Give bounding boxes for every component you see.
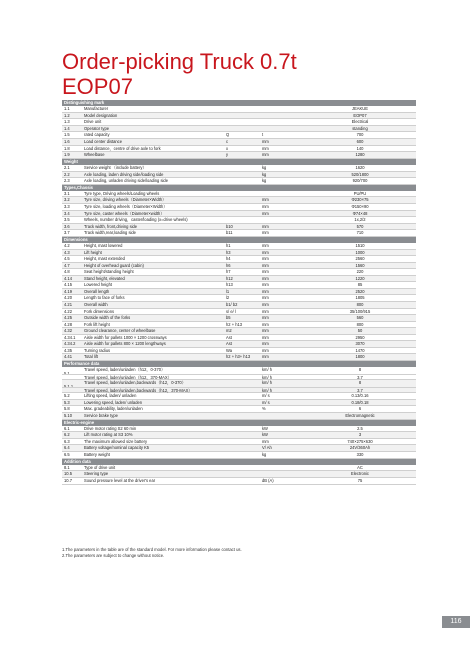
item-value: 1x,2/2 [354,217,366,223]
item-number: 5.8 [64,406,70,412]
item-description: Model designation [84,112,118,118]
item-value: 920/700 [352,178,368,184]
item-value: 600 [356,139,364,145]
item-symbol: h4 [226,256,231,262]
section-header: Dimensions [62,237,416,243]
item-number: 10.5 [64,471,72,477]
item-unit: mm [262,262,269,268]
item-number: 4.35 [64,347,72,353]
item-unit: mm [262,321,269,327]
item-value: 710 [356,230,364,236]
item-unit: mm [262,269,269,275]
item-number: 5.10 [64,413,72,418]
item-value: 8 [358,367,362,373]
spec-row [62,230,416,237]
item-description: Wheelbase [84,152,105,158]
item-description: Travel speed, laden/unladen,backwards（h12，0-370） [84,380,186,386]
item-description: Ground clearance, center of wheelbase [84,328,156,334]
item-unit: mm [262,197,269,203]
item-number: 4.14 [64,275,72,281]
item-number: 3.1 [64,190,70,196]
item-symbol: b10 [226,223,233,229]
item-value: 1510 [355,243,365,249]
item-symbol: h13 [226,282,233,288]
item-description: Track width,rear,loading side [84,230,136,236]
item-description: Battery voltage/nominal capacity K5 [84,445,150,451]
footnotes [62,547,242,559]
item-description: Height, mast lowered [84,243,123,249]
item-unit: kW [262,425,268,431]
item-value: 3070 [355,341,365,347]
item-unit: mm [262,256,269,262]
item-number: 10.7 [64,477,72,483]
item-description: Sound pressure level at the driver's ear [84,477,156,483]
item-description: Service brake type [84,413,118,418]
item-unit: mm [262,275,269,281]
item-number: 1.6 [64,139,70,145]
item-unit: mm [262,210,269,216]
item-value: Electronic [351,471,369,477]
section-header: Performance data [62,361,416,367]
item-number: 1.9 [64,152,70,158]
page-title: Order-picking Truck 0.7t [62,49,297,74]
item-description: Height, mast extended [84,256,125,262]
item-number: 3.4 [64,210,70,216]
item-value: 1800 [355,354,365,360]
item-unit: mm [262,308,269,314]
item-number: 2.2 [64,171,70,177]
section-header: Weight [62,159,416,165]
item-unit: mm [262,139,269,145]
item-description: Outside width of the forks [84,315,131,321]
item-value: 0.13/0.16 [351,393,369,399]
item-value: 75 [357,477,363,483]
item-number: 4.19 [64,288,72,294]
item-unit: t [262,132,264,138]
item-unit: kg [262,171,267,177]
item-number: 4.21 [64,301,72,307]
item-number: 6.4 [64,445,70,451]
item-number: 1.2 [64,112,70,118]
item-value: JEAKUE [352,106,368,112]
item-value: AC [357,464,363,470]
item-description: Turning radius [84,347,111,353]
item-symbol: h2 + h3+ h13 [226,354,251,360]
item-symbol: h2 + h13 [226,321,243,327]
item-number: 4.28 [64,321,72,327]
item-description: Axle loading, unladen driving side/loading side [84,178,168,184]
item-value: 800 [356,301,364,307]
item-unit: km/ h [262,380,273,386]
item-value: 1805 [355,295,365,301]
item-symbol: x [226,145,229,151]
item-number: 1.3 [64,119,70,125]
item-unit: mm [262,288,269,294]
item-number: 6.3 [64,438,70,444]
item-description: Manufacturer [84,106,109,112]
item-description: Travel speed, laden/unladen（h12，0-370） [84,367,166,373]
item-symbol: h12 [226,275,233,281]
item-description: Aisle width for pallets 800 × 1200 lengthways [84,341,166,347]
spec-row [62,413,416,420]
section-header: Addition data [62,459,416,465]
item-description: Operator type [84,125,110,131]
item-symbol: m2 [226,328,232,334]
item-description: Fork dimensions [84,308,115,314]
item-description: Lowered height [84,282,112,288]
spec-row [62,178,416,185]
section-header: Types,Chassis [62,185,416,191]
item-value: 1280 [355,152,365,158]
item-unit: km/ h [262,374,273,380]
item-symbol: Ast [226,341,232,347]
item-value: 1560 [355,262,365,268]
footnote: 2.The parameters are subject to change without notice. [62,553,165,558]
item-symbol: b11 [226,230,233,236]
item-description: Service weight （include battery） [84,164,147,170]
item-value: 3.7 [357,387,363,393]
item-unit: kg [262,164,267,170]
item-value: 700 [356,132,364,138]
item-unit: mm [262,152,269,158]
item-symbol: Q [226,132,230,138]
spec-row [62,478,416,485]
item-value: 220 [356,269,364,275]
item-number: 3.2 [64,197,70,203]
spec-row [62,367,416,380]
item-description: Length to face of forks [84,295,125,301]
item-number: 4.8 [64,269,70,275]
spec-row [62,354,416,361]
item-symbol: h1 [226,243,231,249]
item-value: Electrical [351,119,369,125]
item-description: Max. gradeability, laden/unladen [84,406,143,412]
page-number: 116 [442,616,470,628]
item-unit: mm [262,301,269,307]
item-value: 2560 [355,256,365,262]
item-value: 2950 [355,334,365,340]
item-description: Aisle width for pallets 1000 × 1200 crossways [84,334,167,340]
item-number: 4.3 [64,249,70,255]
item-unit: mm [262,204,269,209]
item-unit: m/ s [262,393,270,399]
item-value: 1620 [355,164,365,170]
item-number: 4.2 [64,243,70,249]
item-value: 8 [358,380,362,386]
item-value: 330 [356,452,364,458]
item-description: rated capacity [84,132,110,138]
item-number: 3.5 [64,217,70,223]
item-unit: mm [262,145,269,151]
spec-row [62,152,416,159]
item-number: 5.1 [64,371,70,377]
item-symbol: l2 [226,295,230,301]
item-number: 3.7 [64,230,70,236]
item-value: 6 [358,406,362,412]
item-symbol: y [226,152,229,158]
item-number: 6.2 [64,432,70,438]
item-unit: km/ h [262,387,273,393]
item-unit: kg [262,452,267,458]
item-value: 1470 [355,347,365,353]
item-description: Seat height/standing height [84,269,134,275]
model-subtitle: EOP07 [62,74,133,99]
footnote: 1.The parameters in the table are of the standard model. For more information please contact us. [62,547,242,552]
item-symbol: s/ e/ l [226,308,236,314]
item-number: 1.4 [64,125,70,131]
item-number: 4.25 [64,315,72,321]
item-number: 4.32 [64,328,72,334]
item-description: Lift height [84,249,102,255]
item-value: 570 [356,223,364,229]
item-unit: mm [262,230,269,236]
item-unit: km/ h [262,367,273,373]
item-value: 140 [356,145,364,151]
item-unit: mm [262,315,269,321]
item-value: 50 [357,328,363,334]
item-description: Load distance，centre of drive axle to fork [84,145,161,151]
item-unit: kW [262,432,268,438]
item-unit: mm [262,334,269,340]
item-number: 4.34.2 [64,341,76,347]
item-number: 6.1 [64,425,70,431]
item-description: Wheels, number driving，caster/loading (x=drive wheels) [84,217,188,223]
spec-row [62,380,416,393]
item-unit: mm [262,341,269,347]
item-value: 24V/360Ah [349,445,371,451]
item-value: 3 [358,432,362,438]
item-number: 4.22 [64,308,72,314]
section-header: Electric-engine [62,420,416,426]
item-unit: mm [262,223,269,229]
item-symbol: h7 [226,269,231,275]
item-description: Travel speed, laden/unladen（h12，370-MAX） [84,374,172,380]
item-value: Φ74×48 [352,210,368,216]
item-value: 1220 [355,275,365,281]
item-number: 1.8 [64,145,70,151]
item-description: Tyre size, loading wheels（Diameter×Width） [84,204,168,209]
section-header: Distinguishing mark [62,100,416,106]
item-value: 520/1800 [351,171,369,177]
item-number: 2.3 [64,178,70,184]
item-value: 740×275×630 [347,438,373,444]
item-description: Drive unit [84,119,102,125]
item-number: 6.5 [64,452,70,458]
item-value: 2520 [355,288,365,294]
item-symbol: b1/ b2 [226,301,238,307]
item-number: 1.1 [64,106,70,112]
item-description: Stand height, elevated [84,275,125,281]
item-value: Φ230×75 [351,197,369,203]
item-value: 2.5 [357,425,363,431]
item-description: Fork lift height [84,321,110,327]
item-description: Drive motor rating S2 60 min [84,425,137,431]
item-symbol: c [226,139,229,145]
item-description: Axle loading, laden driving side/loading side [84,171,164,177]
item-unit: dB (A) [262,477,274,483]
item-unit: kg [262,178,267,184]
item-unit: mm [262,249,269,255]
item-description: Tyre type, Driving wheels/Loading wheels [84,190,160,196]
item-number: 5.1.1 [64,384,74,390]
item-number: 3.3 [64,204,70,209]
item-number: 4.34.1 [64,334,76,340]
item-description: Load center distance [84,139,123,145]
item-description: The maximum allowed size battery [84,438,148,444]
item-value: 0.18/0.18 [351,399,369,405]
item-unit: % [262,406,266,412]
item-symbol: Wa [226,347,232,353]
item-value: 35/100/915 [349,308,371,314]
item-number: 3.6 [64,223,70,229]
item-value: 1000 [355,249,365,255]
item-value: 560 [356,315,364,321]
item-value: 85 [357,282,363,288]
item-number: 8.1 [64,464,70,470]
item-unit: mm [262,354,269,360]
spec-row [62,452,416,459]
item-description: Lowering speed, laden/ unladen [84,399,143,405]
item-number: 4.7 [64,262,70,268]
item-description: Battery weight [84,452,110,458]
item-value: standing [352,125,368,131]
item-unit: mm [262,438,269,444]
item-symbol: h3 [226,249,231,255]
item-number: 1.5 [64,132,70,138]
item-number: 4.41 [64,354,72,360]
item-value: 800 [356,321,364,327]
item-symbol: l1 [226,288,230,294]
item-value: Φ150×90 [351,204,369,209]
item-value: Electromagnetic [345,413,375,418]
item-description: Tyre size, caster wheels（Diameter×width） [84,210,165,216]
item-description: Type of drive unit [84,464,116,470]
item-description: Overall length [84,288,110,294]
item-description: Lift motor rating at S3 10% [84,432,133,438]
item-unit: mm [262,295,269,301]
item-description: Overall width [84,301,108,307]
item-description: Height of overhead guard (cabin) [84,262,144,268]
item-unit: m/ s [262,399,270,405]
item-symbol: h6 [226,262,231,268]
item-unit: mm [262,328,269,334]
item-number: 4.20 [64,295,72,301]
item-symbol: Ast [226,334,232,340]
item-description: Steering type [84,471,109,477]
item-number: 5.2 [64,393,70,399]
item-description: Lifting speed, laden/ unladen [84,393,137,399]
item-unit: mm [262,347,269,353]
item-description: Total lift [84,354,98,360]
item-unit: mm [262,243,269,249]
item-description: Tyre size, driving wheels（Diameter×Width） [84,197,167,203]
item-unit: V/ Ah [262,445,272,451]
item-number: 4.5 [64,256,70,262]
item-description: Track width, front,driving side [84,223,138,229]
item-number: 2.1 [64,164,70,170]
item-description: Travel speed, laden/unladen,backwards（h12，370-MAX） [84,387,193,393]
spec-table [62,100,416,485]
item-number: 4.15 [64,282,72,288]
item-value: PU/PU [353,190,367,196]
item-number: 5.3 [64,399,70,405]
item-value: EOP07 [353,112,367,118]
item-value: 3.7 [357,374,363,380]
item-symbol: b5 [226,315,231,321]
item-unit: mm [262,282,269,288]
